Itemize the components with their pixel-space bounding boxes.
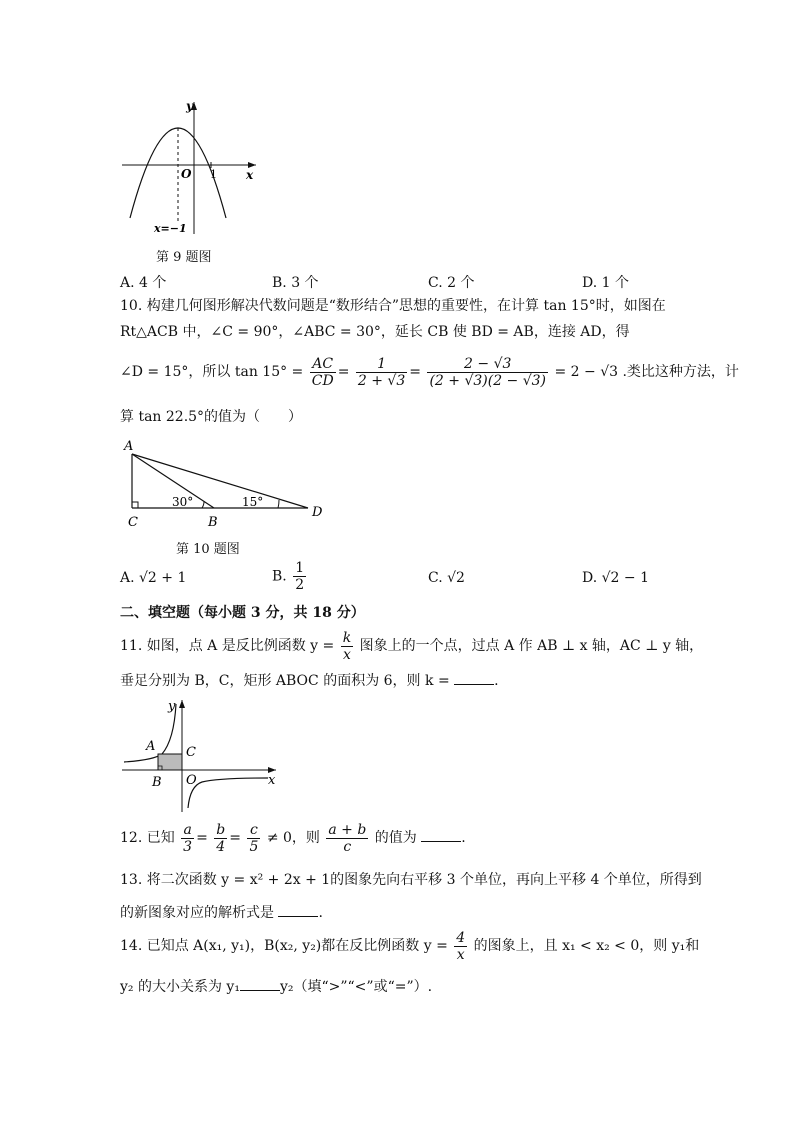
q14-answer-blank bbox=[240, 976, 280, 991]
q12-frac-c5: $\frac{c}{5}$ bbox=[249, 821, 259, 855]
q12-frac-a3: $\frac{a}{3}$ bbox=[183, 821, 193, 855]
section-2-heading: 二、填空题（每小题 3 分，共 18 分） bbox=[120, 605, 365, 621]
q11-y-label: y bbox=[168, 699, 176, 714]
q11-o-label: O bbox=[186, 773, 197, 788]
q11-a-label: A bbox=[146, 739, 156, 754]
q9-origin-label: O bbox=[181, 167, 192, 181]
q10-label-b: B bbox=[208, 515, 218, 530]
q10-line3: ∠D = 15°，所以 tan 15° = $\frac{AC}{CD}$ = $\frac{1}{2 + √3}$ = $\frac{2 - √3}{(2 + √3)(2 - √3)}$ = 2 − √3 .类比这种方法，计 bbox=[120, 355, 739, 389]
q11-line2: 垂足分别为 B，C，矩形 ABOC 的面积为 6，则 k = . bbox=[120, 670, 499, 691]
q14-line1: 14. 已知点 A(x₁, y₁)，B(x₂, y₂)都在反比例函数 y = $\frac{4}{x}$ 的图象上，且 x₁ < x₂ < 0，则 y₁和 bbox=[120, 929, 700, 963]
q9-axis-line-label: x=−1 bbox=[154, 222, 187, 235]
q9-option-b: B. 3 个 bbox=[272, 275, 319, 291]
q14-line2: y₂ 的大小关系为 y₁ y₂（填“>”“<”或“=”）. bbox=[120, 976, 432, 997]
q10-option-b bbox=[272, 560, 308, 593]
q11-line1: 11. 如图，点 A 是反比例函数 y = $\frac{k}{x}$ 图象上的一个点，过点 A 作 AB ⊥ x 轴，AC ⊥ y 轴， bbox=[120, 629, 704, 663]
q9-one-label: 1 bbox=[210, 168, 217, 181]
q9-option-a: A. 4 个 bbox=[120, 275, 167, 291]
q13-line1: 13. 将二次函数 y = x² + 2x + 1的图象先向右平移 3 个单位，再向上平移 4 个单位，所得到 bbox=[120, 872, 702, 888]
q9-option-d: D. 1 个 bbox=[582, 275, 629, 291]
q12-answer-blank bbox=[421, 827, 461, 842]
q12-frac-b4: $\frac{b}{4}$ bbox=[216, 821, 226, 855]
q10-line2: Rt△ACB 中，∠C = 90°，∠ABC = 30°，延长 CB 使 BD = AB，连接 AD，得 bbox=[120, 324, 630, 340]
q14-frac-4-x: $\frac{4}{x}$ bbox=[456, 929, 466, 963]
q10-frac-ac-cd: $\frac{AC}{CD}$ bbox=[311, 355, 334, 389]
q13-answer-blank bbox=[278, 902, 318, 917]
q9-y-label: y bbox=[186, 99, 193, 113]
q10-option-b-prefix: B. bbox=[272, 568, 287, 585]
q9-graph bbox=[118, 98, 268, 238]
q10-label-d: D bbox=[312, 505, 323, 520]
q9-option-c: C. 2 个 bbox=[428, 275, 475, 291]
q11-hyperbola-figure bbox=[118, 696, 283, 816]
q10-option-c: C. √2 bbox=[428, 570, 465, 586]
q10-line4: 算 tan 22.5°的值为（ ） bbox=[120, 409, 303, 425]
q10-line3-pre: ∠D = 15°，所以 tan 15° = bbox=[120, 364, 304, 380]
q13-line2: 的新图象对应的解析式是 . bbox=[120, 902, 323, 923]
q10-angle-30: 30° bbox=[172, 495, 194, 509]
q9-caption: 第 9 题图 bbox=[156, 250, 212, 265]
q10-label-a: A bbox=[124, 439, 134, 454]
q10-option-b-frac: $\frac{1}{2}$ bbox=[295, 560, 305, 593]
q11-frac-k-x: $\frac{k}{x}$ bbox=[342, 629, 352, 663]
q11-c-label: C bbox=[186, 745, 196, 760]
q9-x-label: x bbox=[246, 168, 254, 182]
q10-line1: 10. 构建几何图形解决代数问题是“数形结合”思想的重要性，在计算 tan 15°时，如图在 bbox=[120, 298, 666, 314]
q10-caption: 第 10 题图 bbox=[176, 542, 240, 557]
q10-triangle-figure bbox=[118, 434, 338, 534]
q10-frac-rationalized: $\frac{2 - √3}{(2 + √3)(2 - √3)}$ bbox=[429, 355, 547, 389]
q10-option-a: A. √2 + 1 bbox=[120, 570, 187, 586]
q12-frac-sum: $\frac{a + b}{c}$ bbox=[328, 821, 367, 855]
q10-frac-1: $\frac{1}{2 + √3}$ bbox=[357, 355, 406, 389]
q11-x-label: x bbox=[268, 773, 276, 788]
q11-b-label: B bbox=[152, 775, 162, 790]
q10-line3-post: = 2 − √3 .类比这种方法，计 bbox=[554, 364, 739, 380]
q10-label-c: C bbox=[128, 515, 138, 530]
q12-line: 12. 已知 $\frac{a}{3}$ = $\frac{b}{4}$ = $\frac{c}{5}$ ≠ 0，则 $\frac{a + b}{c}$ 的值为 . bbox=[120, 821, 466, 855]
q11-answer-blank bbox=[454, 670, 494, 685]
q10-option-d: D. √2 − 1 bbox=[582, 570, 649, 586]
q10-angle-15: 15° bbox=[242, 495, 264, 509]
